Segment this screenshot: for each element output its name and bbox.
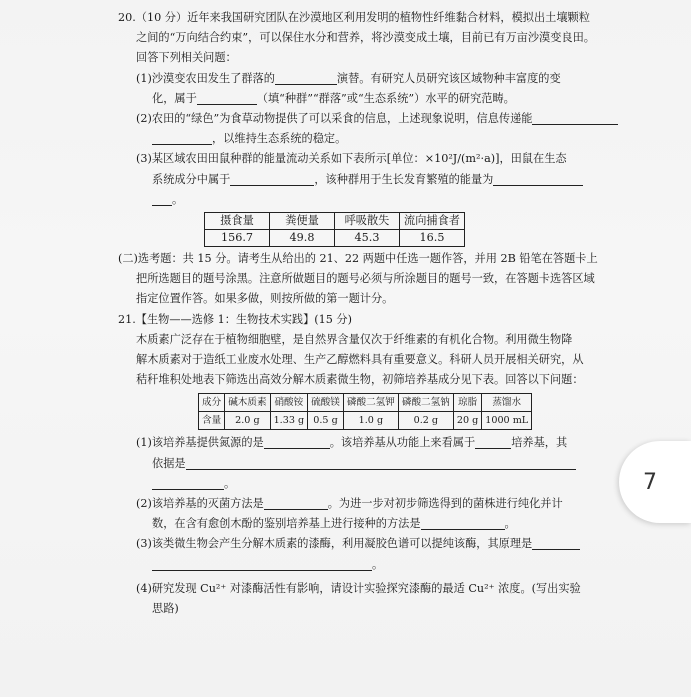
q20-intro-line-1: 20.（10 分）近年来我国研究团队在沙漠地区利用发明的植物性纤维黏合材料，模拟出土壤颗粒 — [118, 11, 590, 24]
answer-blank — [421, 516, 505, 530]
q20-sub1 — [118, 69, 618, 89]
answer-blank — [230, 172, 314, 186]
table-cell: 20 g — [453, 412, 481, 430]
table-cell: 1.0 g — [343, 412, 398, 430]
q20-sub2-text-b: ，以维持生态系统的稳定。 — [212, 132, 347, 146]
q20-sub2-text-a: (2)农田的“绿色”为食草动物提供了可以采食的信息，上述现象说明，信息传递能 — [136, 112, 533, 126]
q21-sub1-text-e: 。 — [224, 476, 236, 490]
q20-sub3-text-d: 。 — [172, 192, 184, 206]
table-cell: 49.8 — [270, 230, 335, 247]
table-cell: 16.5 — [400, 230, 465, 247]
q20-sub3-text-a: (3)某区域农田田鼠种群的能量流动关系如下表所示[单位：×10²J/(m²·a)]，田鼠在生态 — [136, 152, 567, 166]
answer-blank — [532, 111, 618, 125]
table-cell: 硫酸镁 — [308, 394, 344, 412]
q21-sub1-end — [118, 474, 618, 494]
q20-sub3-text-b: 系统成分中属于 — [152, 172, 231, 186]
answer-blank — [275, 71, 337, 85]
q21-sub1 — [118, 433, 618, 453]
q20-sub1-text-c: 化，属于 — [152, 91, 197, 105]
answer-blank — [197, 91, 257, 105]
table-cell: 45.3 — [335, 230, 400, 247]
exam-content — [118, 8, 618, 619]
table-cell: 2.0 g — [225, 412, 270, 430]
table-cell: 成分 — [199, 394, 225, 412]
q21-sub3-text-a: (3)该类微生物会产生分解木质素的漆酶，利用凝胶色谱可以提纯该酶，其原理是 — [136, 537, 533, 551]
answer-blank — [152, 557, 372, 571]
elective-line-1: (二)选考题：共 15 分。请考生从给出的 21、22 两题中任选一题作答，并用 2B 铅笔在答题卡上 — [118, 252, 598, 266]
table-header-cell: 流向捕食者 — [400, 213, 465, 230]
q21-sub2-text-b: 。为进一步对初步筛选得到的菌株进行纯化并计 — [327, 497, 563, 511]
energy-flow-table — [204, 212, 465, 247]
q21-sub2-text-c: 数，在含有愈创木酚的鉴别培养基上进行接种的方法是 — [152, 517, 421, 531]
q21-para-3: 秸秆堆积处地表下筛选出高效分解木质素微生物，初筛培养基成分见下表。回答以下问题： — [136, 373, 584, 387]
q21-sub4-cont: 思路) — [152, 602, 179, 616]
answer-blank — [532, 536, 580, 550]
q21-title: 21.【生物——选修 1：生物技术实践】(15 分) — [118, 312, 352, 326]
table-cell: 磷酸二氢钾 — [343, 394, 398, 412]
table-cell: 含量 — [199, 412, 225, 430]
table-row — [199, 412, 532, 430]
q20-sub2-cont — [118, 129, 618, 149]
q21-sub4: (4)研究发现 Cu²⁺ 对漆酶活性有影响，请设计实验探究漆酶的最适 Cu²⁺ 浓度。(写出实验 — [136, 581, 581, 595]
answer-blank — [475, 435, 511, 449]
page-number-button[interactable] — [619, 441, 691, 523]
table-row — [205, 230, 465, 247]
medium-composition-table — [198, 393, 532, 430]
q20-sub1-text-a: (1)沙漠变农田发生了群落的 — [136, 71, 275, 85]
table-header-cell: 呼吸散失 — [335, 213, 400, 230]
table-cell: 0.5 g — [308, 412, 344, 430]
q21-sub2-cont — [118, 514, 618, 534]
table-cell: 156.7 — [205, 230, 270, 247]
table-cell: 蒸馏水 — [482, 394, 532, 412]
q20-sub1-text-d: （填“种群”“群落”或“生态系统”）水平的研究范畴。 — [256, 91, 515, 105]
elective-line-3: 指定位置作答。如果多做，则按所做的第一题计分。 — [136, 292, 394, 306]
table-cell: 1.33 g — [270, 412, 308, 430]
q21-sub1-text-a: (1)该培养基提供氮源的是 — [136, 436, 264, 450]
table-header-cell: 摄食量 — [205, 213, 270, 230]
table-cell: 碱木质素 — [225, 394, 270, 412]
elective-line-2: 把所选题目的题号涂黑。注意所做题目的题号必须与所涂题目的题号一致，在答题卡选答区域 — [136, 272, 595, 286]
answer-blank — [152, 476, 224, 490]
q20-sub3-end — [118, 190, 618, 210]
table-header-row — [205, 213, 465, 230]
table-cell: 1000 mL — [482, 412, 532, 430]
q21-sub2-text-a: (2)该培养基的灭菌方法是 — [136, 497, 264, 511]
q20-sub1-text-b: 演替。有研究人员研究该区域物种丰富度的变 — [336, 71, 561, 85]
q21-para-1: 木质素广泛存在于植物细胞壁，是自然界含量仅次于纤维素的有机化合物。利用微生物降 — [136, 332, 573, 346]
answer-blank — [186, 456, 576, 470]
q21-sub3 — [118, 534, 618, 554]
q21-sub1-text-b: 。该培养基从功能上来看属于 — [329, 436, 476, 450]
q20-intro-line-2: 之间的“万向结合约束”，可以保住水分和营养，将沙漠变成土壤，目前已有万亩沙漠变良田。 — [136, 31, 595, 45]
answer-blank — [493, 172, 583, 186]
q20-sub3-cont — [118, 170, 618, 190]
q21-sub1-text-c: 培养基，其 — [511, 436, 568, 450]
q20-sub3 — [118, 149, 618, 169]
q20-intro-line-3: 回答下列相关问题： — [136, 51, 237, 65]
answer-blank — [264, 435, 330, 449]
q21-sub3-cont — [118, 555, 618, 575]
table-cell: 0.2 g — [398, 412, 453, 430]
q21-sub1-text-d: 依据是 — [152, 456, 186, 470]
answer-blank — [152, 131, 212, 145]
answer-blank — [152, 192, 172, 206]
q21-sub3-text-b: 。 — [372, 557, 384, 571]
q20-sub3-text-c: ，该种群用于生长发育繁殖的能量为 — [314, 172, 494, 186]
q20-sub1-cont — [118, 89, 618, 109]
q20-sub2 — [118, 109, 618, 129]
q21-sub2-text-d: 。 — [504, 517, 516, 531]
table-cell: 琼脂 — [453, 394, 481, 412]
q21-sub1-cont — [118, 454, 618, 474]
page-number-label: 7 — [643, 469, 657, 495]
table-row — [199, 394, 532, 412]
q21-sub2 — [118, 494, 618, 514]
table-header-cell: 粪便量 — [270, 213, 335, 230]
answer-blank — [264, 496, 328, 510]
table-cell: 磷酸二氢钠 — [398, 394, 453, 412]
q21-para-2: 解木质素对于造纸工业废水处理、生产乙醇燃料具有重要意义。科研人员开展相关研究，从 — [136, 353, 584, 367]
table-cell: 硝酸铵 — [270, 394, 308, 412]
